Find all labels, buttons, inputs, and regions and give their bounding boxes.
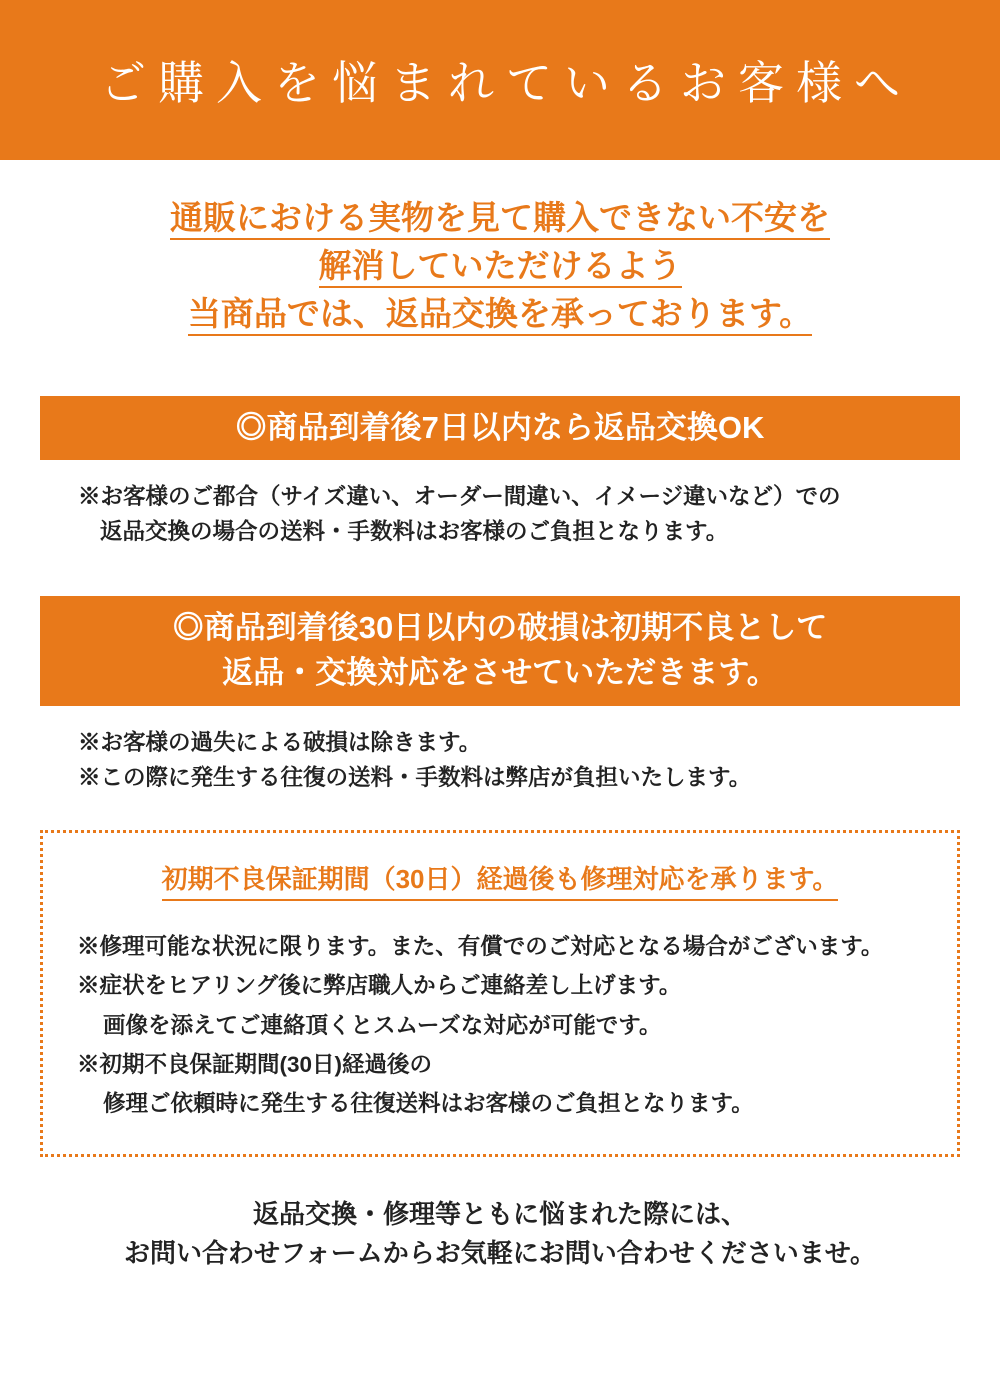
section-2-notes — [78, 726, 922, 796]
repair-line-5: 修理ご依頼時に発生する往復送料はお客様のご負担となります。 — [103, 1091, 754, 1117]
section-1-notes — [78, 480, 922, 550]
section-2-heading-line-2: 返品・交換対応をさせていただきます。 — [222, 655, 778, 691]
page-title: ご購入を悩まれているお客様へ — [100, 58, 912, 109]
repair-box-title: 初期不良保証期間（30日）経過後も修理対応を承ります。 — [162, 859, 839, 901]
section-2-note-line-2: ※この際に発生する往復の送料・手数料は弊店が負担いたします。 — [78, 764, 752, 790]
lead-line-1: 通販における実物を見て購入できない不安を — [170, 199, 830, 240]
section-1-heading: ◎商品到着後7日以内なら返品交換OK — [40, 396, 960, 461]
header-banner — [0, 0, 1000, 160]
section-1-note-line-2: 返品交換の場合の送料・手数料はお客様のご負担となります。 — [100, 519, 729, 545]
repair-box-list — [77, 927, 923, 1124]
repair-line-2: ※症状をヒアリング後に弊店職人からご連絡差し上げます。 — [77, 973, 682, 999]
lead-line-3: 当商品では、返品交換を承っております。 — [188, 295, 812, 336]
repair-line-3: 画像を添えてご連絡頂くとスムーズな対応が可能です。 — [103, 1012, 662, 1038]
section-2-heading-line-1: ◎商品到着後30日以内の破損は初期不良として — [172, 610, 828, 646]
repair-line-1: ※修理可能な状況に限ります。また、有償でのご対応となる場合がございます。 — [77, 933, 884, 959]
section-2-heading — [40, 596, 960, 706]
footer-line-2: お問い合わせフォームからお気軽にお問い合わせくださいませ。 — [124, 1237, 876, 1268]
lead-paragraph — [0, 194, 1000, 338]
section-2-note-line-1: ※お客様の過失による破損は除きます。 — [78, 730, 482, 756]
repair-title-wrap — [77, 859, 923, 927]
lead-line-2: 解消していただけるよう — [319, 247, 682, 288]
footer-message — [0, 1195, 1000, 1273]
section-1-note-line-1: ※お客様のご都合（サイズ違い、オーダー間違い、イメージ違いなど）での — [78, 484, 841, 510]
repair-line-4: ※初期不良保証期間(30日)経過後の — [77, 1051, 433, 1077]
footer-line-1: 返品交換・修理等ともに悩まれた際には、 — [252, 1198, 747, 1229]
repair-info-box — [40, 830, 960, 1157]
